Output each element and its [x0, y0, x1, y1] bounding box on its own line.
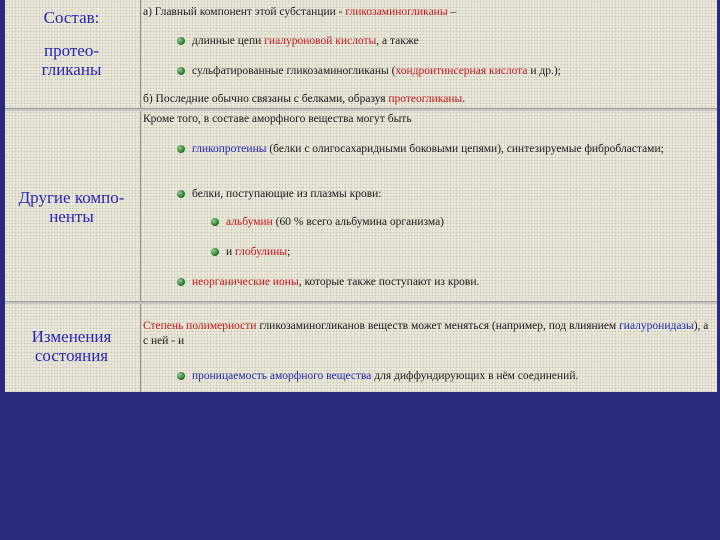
bullet-icon — [177, 372, 185, 380]
term-glycosaminoglycans: гликозаминогликаны — [345, 6, 448, 18]
bullet-plasma-proteins: белки, поступающие из плазмы крови: — [177, 187, 720, 202]
bullet-icon — [177, 278, 185, 286]
label-other-components: Другие компо- ненты — [18, 188, 125, 226]
text-polymerization: Степень полимерности гликозаминогликанов веществ может меняться (например, под влиянием гиалуронидазы), а с ней - и — [143, 320, 709, 347]
slide — [5, 0, 717, 392]
bullet-icon — [177, 67, 185, 75]
row-composition — [5, 0, 717, 108]
text-line-b: б) Последние обычно связаны с белками, образуя протеогликаны. — [143, 93, 466, 105]
bullet-icon — [177, 37, 185, 45]
term-polymerization: Степень полимерности — [143, 320, 257, 332]
row-label-composition — [5, 8, 138, 79]
bullet-sulfated: сульфатированные гликозаминогликаны (хондроитинсерная кислота и др.); — [177, 64, 720, 79]
term-chondroitin: хондроитинсерная кислота — [395, 65, 528, 77]
bullet-albumin: альбумин (60 % всего альбумина организма) — [211, 215, 720, 230]
label-composition: Состав: — [43, 8, 100, 27]
bullet-ions: неорганические ионы, которые также поступают из крови. — [177, 275, 720, 290]
bullet-glycoproteins: гликопротеины (белки с олигосахаридными боковыми цепями), синтезируемые фибробластами; — [177, 142, 712, 157]
label-proteoglycans: протео- гликаны — [41, 41, 102, 79]
text-line-a: а) Главный компонент этой субстанции - гликозаминогликаны – — [143, 6, 457, 18]
term-globulins: глобулины — [235, 246, 288, 258]
bullet-icon — [211, 248, 219, 256]
label-state-changes: Изменения состояния — [31, 327, 112, 365]
term-inorganic-ions: неорганические ионы — [192, 276, 299, 288]
term-permeability: проницаемость аморфного вещества — [192, 370, 372, 382]
term-proteoglycans: протеогликаны — [388, 93, 463, 105]
row-separator — [5, 108, 717, 111]
term-hyaluronidase: гиалуронидазы — [619, 320, 694, 332]
bullet-icon — [177, 145, 185, 153]
bullet-icon — [177, 190, 185, 198]
bullet-permeability: проницаемость аморфного вещества для диффундирующих в нём соединений. — [177, 369, 720, 384]
row-other — [5, 112, 717, 300]
row-changes — [5, 305, 717, 392]
text-intro: Кроме того, в составе аморфного вещества могут быть — [143, 113, 412, 125]
term-glycoproteins: гликопротеины — [192, 143, 267, 155]
bullet-hyaluronic: длинные цепи гиалуроновой кислоты, а также — [177, 34, 720, 49]
bullet-icon — [211, 218, 219, 226]
bullet-globulins: и глобулины; — [211, 245, 720, 260]
term-albumin: альбумин — [226, 216, 273, 228]
row-separator — [5, 301, 717, 304]
term-hyaluronic-acid: гиалуроновой кислоты — [264, 35, 377, 47]
